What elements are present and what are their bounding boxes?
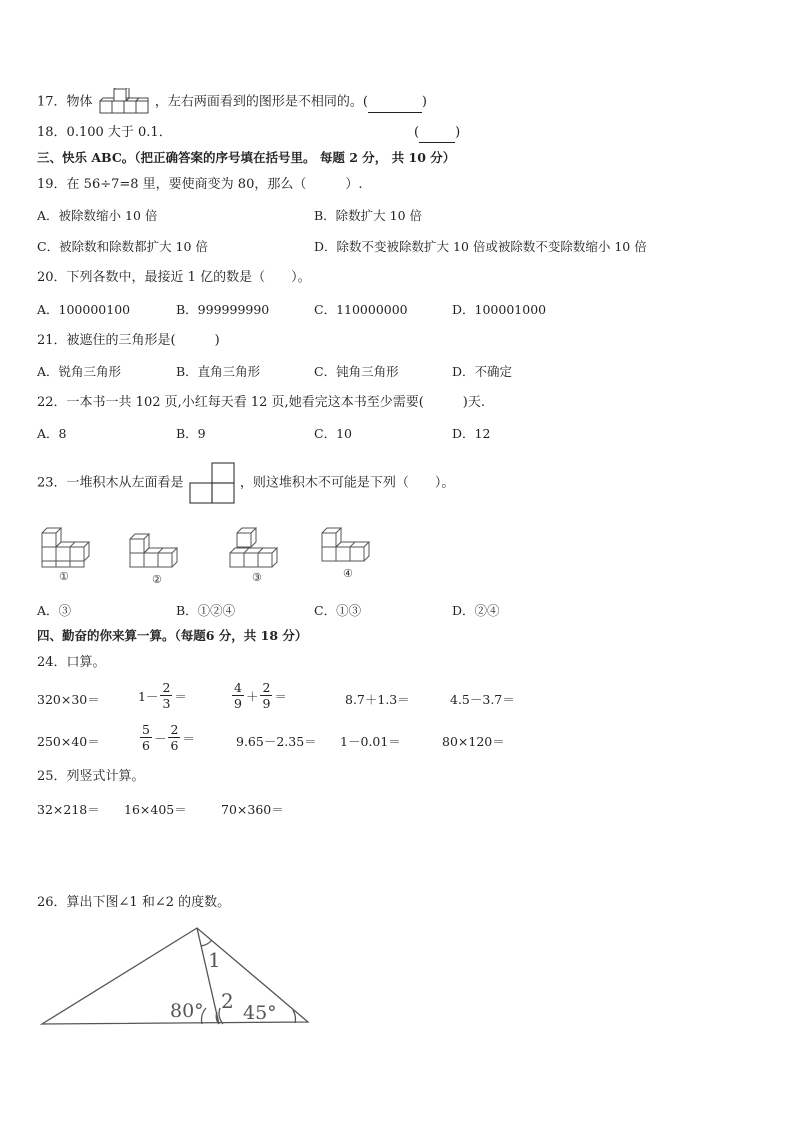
block-figure-3	[230, 528, 277, 567]
q18-open: (	[414, 125, 420, 140]
q23-option-d[interactable]: D．②④	[452, 603, 500, 618]
calc-70x360: 70×360＝	[221, 802, 284, 817]
q23-suffix: ，则这堆积木不可能是下列（ ）。	[239, 475, 455, 491]
question-19-stem: 19．在 56÷7=8 里，要使商变为 80，那么（ ）.	[37, 177, 363, 192]
q18-answer-blank[interactable]	[419, 124, 455, 143]
angle-label-45: 45°	[243, 1002, 277, 1024]
q20-option-c[interactable]: C．110000000	[314, 302, 408, 317]
q17-suffix: ，左右两面看到的图形是不相同的。(	[154, 94, 368, 110]
calc-4-9-plus-2-9: $\frac{4}{9}$ ＋ $\frac{2}{9}$ ＝	[234, 680, 287, 711]
q22-option-d[interactable]: D．12	[452, 426, 491, 441]
calc-4.5-minus-3.7: 4.5－3.7＝	[450, 692, 515, 707]
q23-left-view-figure	[188, 461, 236, 505]
question-24-title: 24．口算。	[37, 655, 106, 670]
q22-option-c[interactable]: C．10	[314, 426, 352, 441]
block-figure-4	[322, 528, 369, 561]
fraction: $\frac{2}{3}$	[162, 680, 171, 711]
q19-option-c[interactable]: C．被除数和除数都扩大 10 倍	[37, 239, 208, 254]
q17-cube-figure	[98, 88, 150, 116]
block-figure-2	[130, 534, 177, 567]
angle-arc-1	[201, 940, 212, 946]
q22-option-a[interactable]: A．8	[37, 426, 67, 441]
q23-block-figures	[37, 525, 457, 585]
q23-option-a[interactable]: A．③	[37, 603, 72, 618]
q23-option-c[interactable]: C．①③	[314, 603, 362, 618]
angle-label-1: 1	[208, 948, 221, 972]
q18-close: )	[455, 125, 461, 140]
q21-option-a[interactable]: A．锐角三角形	[37, 364, 122, 379]
q20-option-a[interactable]: A．100000100	[37, 302, 131, 317]
question-23-stem	[37, 461, 454, 506]
calc-9.65-minus-2.35: 9.65－2.35＝	[236, 734, 317, 749]
q19-option-a[interactable]: A．被除数缩小 10 倍	[37, 208, 158, 223]
figure-label-2: ②	[152, 573, 162, 585]
angle-label-2: 2	[221, 989, 234, 1013]
angle-arc-45	[293, 1010, 295, 1023]
fraction: $\frac{5}{6}$	[142, 722, 150, 753]
calc-32x218: 32×218＝	[37, 802, 100, 817]
section-4-heading: 四、勤奋的你来算一算。（每题6 分，共 18 分）	[37, 628, 308, 643]
fraction: $\frac{2}{9}$	[262, 680, 271, 711]
fraction: $\frac{4}{9}$	[234, 680, 242, 711]
q23-option-b[interactable]: B．①②④	[176, 603, 236, 618]
calc-80x120: 80×120＝	[442, 734, 505, 749]
figure-label-1: ①	[59, 570, 69, 583]
angle-label-80: 80°	[170, 1000, 204, 1022]
calc-1-minus-0.01: 1－0.01＝	[340, 734, 401, 749]
q20-option-b[interactable]: B．999999990	[176, 302, 270, 317]
calc-16x405: 16×405＝	[124, 802, 187, 817]
q21-option-d[interactable]: D．不确定	[452, 364, 513, 379]
q18-answer	[414, 124, 460, 143]
q22-option-b[interactable]: B．9	[176, 426, 206, 441]
block-figure-1	[42, 528, 89, 567]
question-18	[37, 124, 172, 142]
q19-option-d[interactable]: D．除数不变被除数扩大 10 倍或被除数不变除数缩小 10 倍	[314, 239, 647, 254]
calc-320x30: 320×30＝	[37, 692, 100, 707]
calc-1-minus-2-3: 1－ $\frac{2}{3}$ ＝	[138, 680, 187, 711]
calc-250x40: 250×40＝	[37, 734, 100, 749]
q17-prefix: 17．物体	[37, 94, 93, 110]
calc-8.7-plus-1.3: 8.7＋1.3＝	[345, 692, 410, 707]
fraction: $\frac{2}{6}$	[170, 722, 179, 753]
question-25-title: 25．列竖式计算。	[37, 769, 145, 784]
q18-text: 18．0.100 大于 0.1．	[37, 125, 172, 140]
q21-option-b[interactable]: B．直角三角形	[176, 364, 261, 379]
figure-label-3: ③	[252, 571, 262, 584]
section-3-heading: 三、快乐 ABC。（把正确答案的序号填在括号里。 每题 2 分， 共 10 分）	[37, 150, 456, 165]
question-17	[37, 88, 427, 116]
q21-option-c[interactable]: C．钝角三角形	[314, 364, 399, 379]
question-22-stem: 22．一本书一共 102 页,小红每天看 12 页,她看完这本书至少需要( )天.	[37, 395, 485, 410]
calc-5-6-minus-2-6: $\frac{5}{6}$ － $\frac{2}{6}$ ＝	[142, 722, 195, 753]
question-21-stem: 21．被遮住的三角形是( )	[37, 333, 220, 348]
question-20-stem: 20．下列各数中，最接近 1 亿的数是（ ）。	[37, 270, 311, 285]
question-26-title: 26．算出下图∠1 和∠2 的度数。	[37, 895, 231, 910]
q23-prefix: 23．一堆积木从左面看是	[37, 475, 184, 491]
q20-option-d[interactable]: D．100001000	[452, 302, 547, 317]
q26-triangle-figure	[37, 920, 327, 1030]
q17-answer-blank[interactable]	[368, 94, 422, 113]
q19-option-b[interactable]: B．除数扩大 10 倍	[314, 208, 423, 223]
figure-label-4: ④	[343, 567, 353, 580]
q17-close: )	[421, 94, 427, 110]
